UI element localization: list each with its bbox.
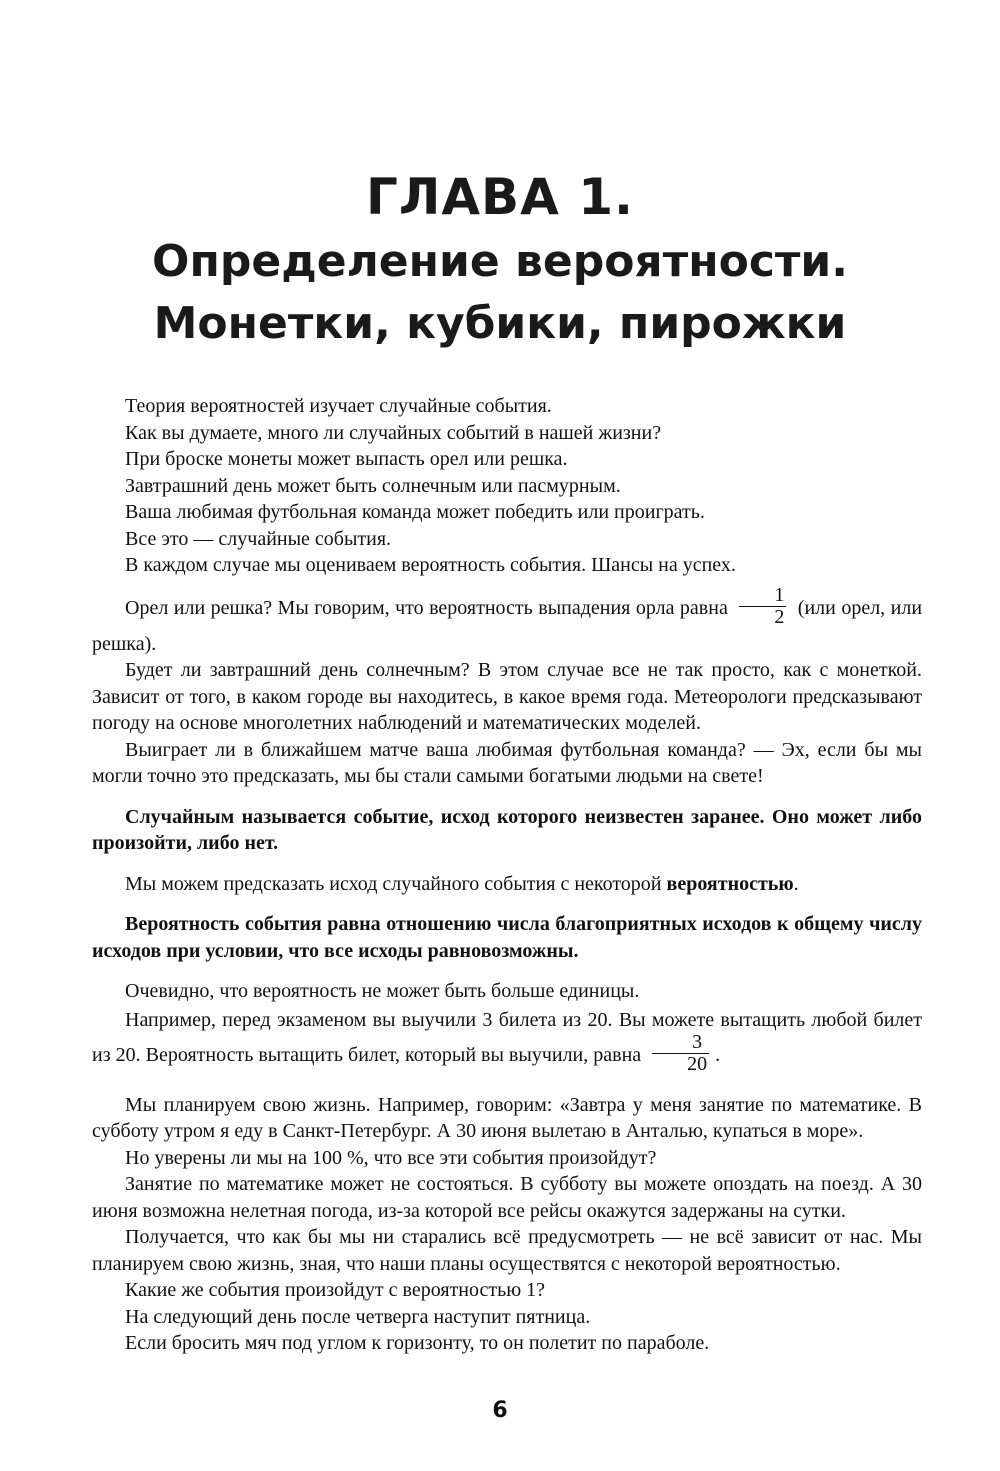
paragraph-exam	[92, 1005, 922, 1078]
fraction-numerator: 1	[739, 585, 786, 607]
chapter-title-line-1: Определение вероятности.	[152, 236, 848, 287]
chapter-title-line-2: Монетки, кубики, пирожки	[153, 298, 847, 349]
text: (или орел, или решка).	[92, 596, 923, 655]
paragraph: На следующий день после четверга наступит пятница.	[125, 1305, 591, 1328]
paragraph-football: Выиграет ли в ближайшем матче ваша любимая футбольная команда? — Эх, если бы мы могли точно это предсказать, мы бы стали самыми богатыми людьми на свете!	[92, 738, 922, 787]
paragraph: Занятие по математике может не состояться. В субботу вы можете опоздать на поезд. А 30 июня возможна нелетная погода, из-за которой все рейсы окажутся задержаны на сутки.	[92, 1173, 922, 1222]
paragraph: Все это — случайные события.	[125, 527, 392, 550]
paragraph: Получается, что как бы мы ни старались всё предусмотреть — не всё зависит от нас. Мы планируем свою жизнь, зная, что наши планы осуществятся с некоторой вероятностью.	[92, 1226, 922, 1275]
paragraph: Но уверены ли мы на 100 %, что все эти события произойдут?	[125, 1146, 657, 1169]
paragraph: Ваша любимая футбольная команда может победить или проиграть.	[125, 501, 705, 523]
paragraph: Какие же события произойдут с вероятностью 1?	[125, 1279, 546, 1301]
paragraph-coin	[92, 583, 923, 658]
text: Орел или решка? Мы говорим, что вероятность выпадения орла равна	[125, 596, 728, 619]
paragraph: В каждом случае мы оцениваем вероятность события. Шансы на успех.	[125, 554, 736, 576]
fraction-numerator: 3	[652, 1032, 709, 1054]
paragraph: Завтрашний день может быть солнечным или пасмурным.	[125, 474, 621, 497]
paragraph: Как вы думаете, много ли случайных событий в нашей жизни?	[125, 421, 662, 444]
definition-probability: Вероятность события равна отношению числа благоприятных исходов к общему числу исходов при условии, что все исходы равновозможны.	[92, 913, 922, 962]
text: Мы можем предсказать исход случайного события с некоторой	[125, 872, 667, 895]
fraction-three-twentieths	[652, 1032, 709, 1075]
fraction-denominator: 20	[687, 1052, 708, 1075]
paragraph-obvious: Очевидно, что вероятность не может быть больше единицы.	[125, 980, 640, 1002]
page-body	[92, 393, 922, 1357]
paragraph: Теория вероятностей изучает случайные события.	[125, 395, 552, 417]
paragraph: Мы планируем свою жизнь. Например, говорим: «Завтра у меня занятие по математике. В субботу утром я еду в Санкт-Петербург. А 30 июня вылетаю в Анталью, купаться в море».	[92, 1093, 922, 1142]
text: Например, перед экзаменом вы выучили 3 билета из 20. Вы можете вытащить любой билет из 20. Вероятность вытащить билет, который вы выучили, равна	[92, 1008, 922, 1066]
text: .	[715, 1043, 721, 1066]
paragraph-predict	[92, 871, 922, 898]
text: .	[793, 872, 799, 895]
page-number: 6	[492, 1398, 508, 1423]
paragraph: При броске монеты может выпасть орел или решка.	[125, 448, 568, 470]
fraction-denominator: 2	[774, 605, 785, 628]
paragraph-weather: Будет ли завтрашний день солнечным? В этом случае все не так просто, как с монеткой. Зависит от того, в каком городе вы находитесь, в какое время года. Метеорологи предсказывают погоду на основе многолетних наблюдений и математических моделей.	[92, 659, 922, 734]
paragraph: Если бросить мяч под углом к горизонту, то он полетит по параболе.	[125, 1332, 710, 1354]
fraction-one-half	[739, 585, 786, 628]
term-probability: вероятностью	[666, 872, 794, 895]
chapter-number: ГЛАВА 1.	[365, 168, 635, 226]
definition-random-event: Случайным называется событие, исход которого неизвестен заранее. Оно может либо произойти, либо нет.	[92, 805, 922, 854]
